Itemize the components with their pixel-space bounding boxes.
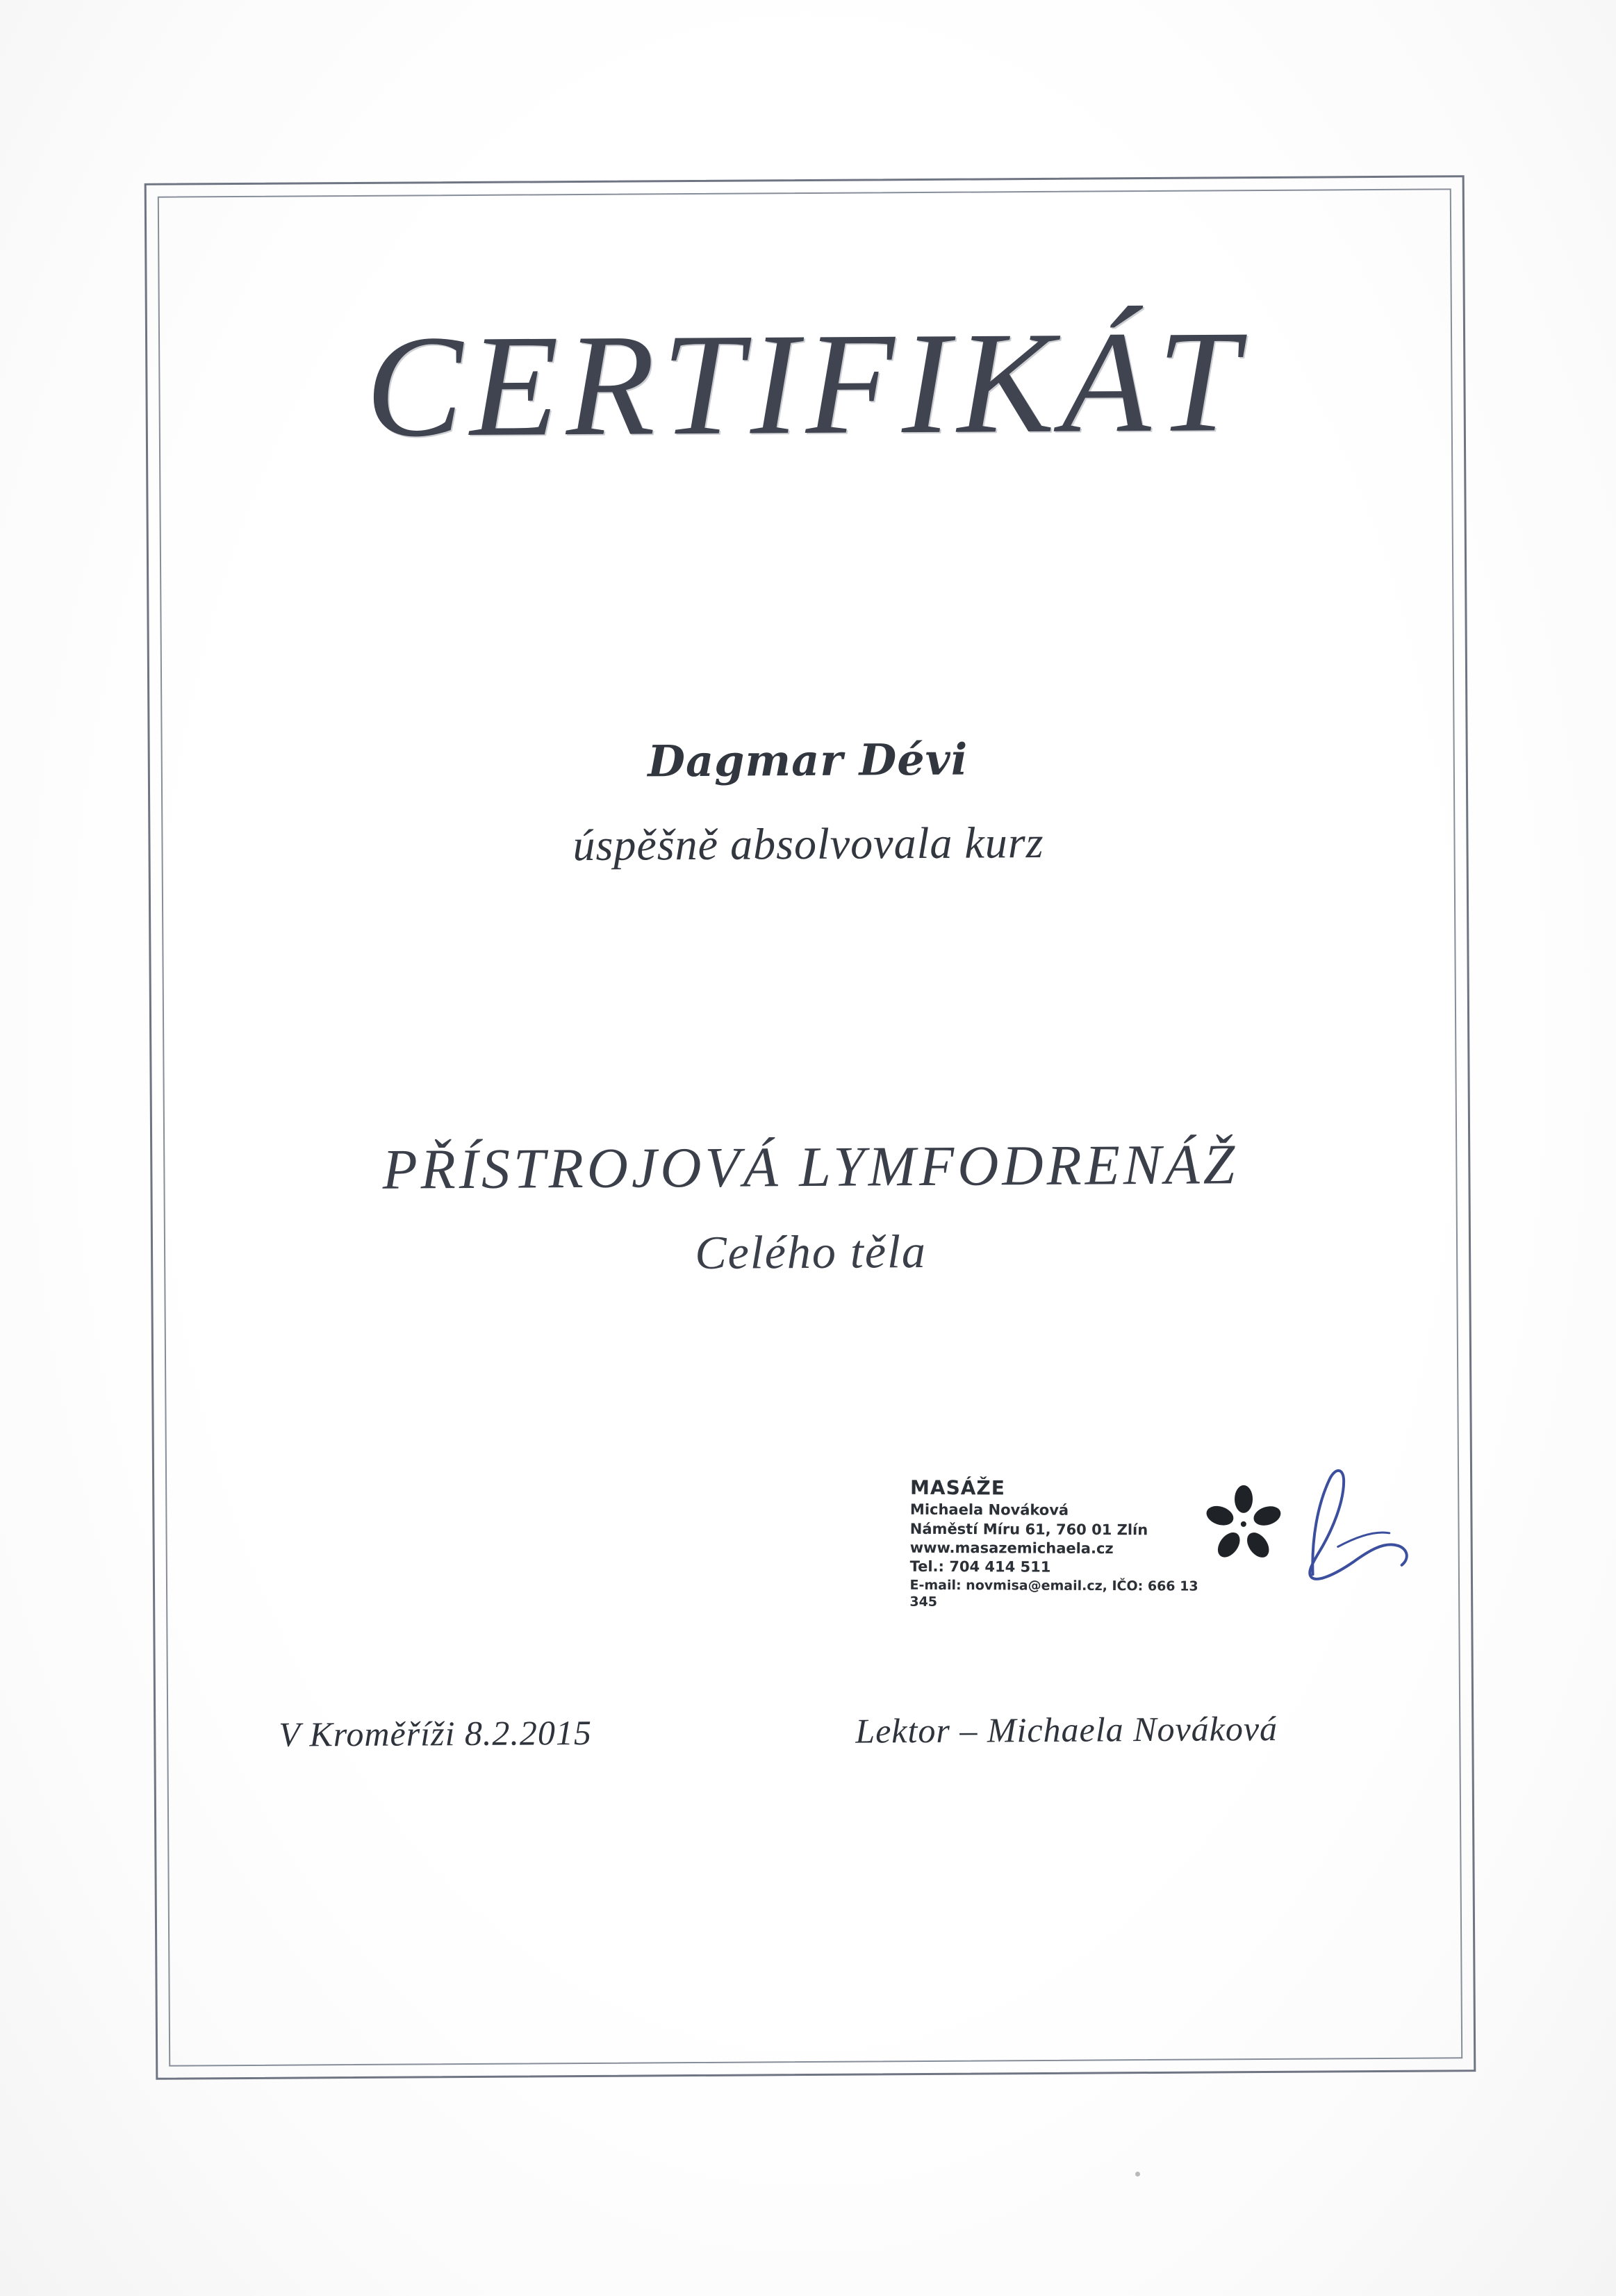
certificate-title: CERTIFIKÁT [365,301,1246,468]
stamp-address: Náměstí Míru 61, 760 01 Zlín [909,1520,1148,1538]
stamp-brand: MASÁŽE [910,1476,1005,1500]
scan-artifact-speck [1135,2172,1140,2177]
stamp-text-block [909,1476,1209,1612]
lecturer-signature-label: Lektor – Michaela Nováková [855,1708,1278,1751]
handwritten-signature-icon [1271,1463,1438,1596]
certificate-content [145,175,1476,2080]
place-and-date: V Kroměříži 8.2.2015 [279,1712,593,1754]
achievement-line: úspěšně absolvovala kurz [572,817,1044,870]
stamp-person: Michaela Nováková [909,1501,1069,1519]
stamp-web: www.masazemichaela.cz [909,1539,1114,1558]
company-stamp [909,1476,1355,1624]
recipient-name: Dagmar Dévi [647,734,968,787]
stamp-phone: Tel.: 704 414 511 [909,1558,1051,1576]
course-detail: Celého těla [695,1224,927,1280]
course-name: PŘÍSTROJOVÁ LYMFODRENÁŽ [382,1132,1239,1201]
stamp-email-ico: E-mail: novmisa@email.cz, IČO: 666 13 345 [909,1577,1198,1610]
